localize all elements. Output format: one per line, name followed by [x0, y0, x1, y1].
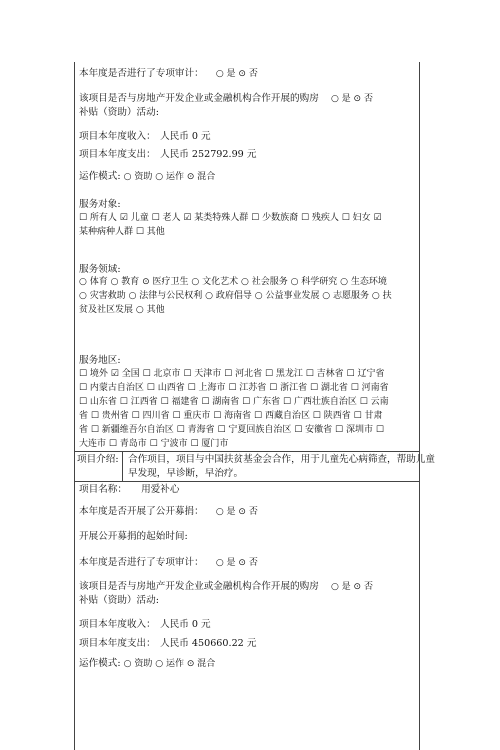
- income-row-2: [79, 618, 211, 631]
- table-left-border: [74, 62, 75, 750]
- audit-row-2: [79, 556, 258, 570]
- region-checkbox-line-6[interactable]: 大连市 ☐ 青岛市 ☐ 宁波市 ☐ 厦门市: [79, 439, 229, 449]
- intro-text-line-1: 合作项目，项目与中国扶贫基金会合作，用于儿童先心病筛查，帮助儿童: [128, 454, 435, 465]
- mode-label-2: 运作模式:: [79, 658, 121, 669]
- audit-radio-group-2[interactable]: ○ 是 ⊙ 否: [215, 558, 258, 568]
- audit-radio-group[interactable]: ○ 是 ⊙ 否: [215, 69, 258, 79]
- project-name-row: [79, 483, 179, 496]
- expense-value: 人民币 252792.99 元: [160, 149, 257, 160]
- fundraise-start-label: 开展公开募捐的起始时间:: [79, 531, 188, 542]
- field-radio-line-3[interactable]: 贫及社区发展 ○ 其他: [79, 305, 165, 315]
- mode-radio-group-2[interactable]: ○ 资助 ○ 运作 ⊙ 混合: [123, 659, 216, 669]
- region-label: 服务地区:: [79, 355, 121, 366]
- field-radio-line-2[interactable]: ○ 灾害救助 ○ 法律与公民权利 ○ 政府倡导 ○ 公益事业发展 ○ 志愿服务 ○ 扶: [79, 291, 392, 301]
- realestate-radio-group-2[interactable]: ○ 是 ⊙ 否: [330, 582, 373, 592]
- mode-row: [79, 170, 215, 184]
- region-checkbox-line-2[interactable]: ☐ 内蒙古自治区 ☐ 山西省 ☐ 上海市 ☐ 江苏省 ☐ 浙江省 ☐ 湖北省 ☐ 河南省: [79, 383, 389, 393]
- project-name-label: 项目名称：: [79, 484, 127, 495]
- region-checkbox-line-1[interactable]: ☐ 境外 ☑ 全国 ☐ 北京市 ☐ 天津市 ☐ 河北省 ☐ 黑龙江 ☐ 吉林省 ☐ 辽宁省: [79, 369, 385, 379]
- audit-question-2: 本年度是否进行了专项审计：: [79, 557, 204, 568]
- mode-label: 运作模式:: [79, 171, 121, 182]
- field-radio-line-1[interactable]: ○ 体育 ○ 教育 ⊙ 医疗卫生 ○ 文化艺术 ○ 社会服务 ○ 科学研究 ○ 生态环境: [79, 277, 387, 287]
- fundraise-question: 本年度是否开展了公开募捐：: [79, 506, 204, 517]
- table-right-border: [419, 62, 420, 750]
- intro-text-line-2: 早发现，早诊断，早治疗。: [128, 468, 244, 479]
- target-checkbox-line-2[interactable]: 某种病种人群 ☐ 其他: [79, 227, 165, 237]
- fundraise-radio-group[interactable]: ○ 是 ⊙ 否: [215, 507, 258, 517]
- row-divider-intro-bottom: [74, 481, 419, 482]
- income-label-2: 项目本年度收入：: [79, 619, 156, 630]
- realestate-radio-group[interactable]: ○ 是 ⊙ 否: [330, 94, 373, 104]
- expense-row: [79, 148, 256, 161]
- target-checkbox-line-1[interactable]: ☐ 所有人 ☑ 儿童 ☐ 老人 ☑ 某类特殊人群 ☐ 少数族裔 ☐ 残疾人 ☐ 妇女 ☑: [79, 213, 382, 223]
- income-row: [79, 130, 211, 143]
- target-label: 服务对象:: [79, 199, 121, 210]
- intro-label: 项目介绍:: [77, 454, 119, 465]
- intro-label-divider: [122, 451, 123, 481]
- fundraise-row: [79, 505, 258, 519]
- realestate-row-2: [79, 580, 373, 594]
- realestate-row: [79, 92, 373, 106]
- realestate-question: 该项目是否与房地产开发企业或金融机构合作开展的购房: [79, 93, 319, 104]
- project-name-value: 用爱补心: [141, 484, 180, 495]
- region-checkbox-line-3[interactable]: ☐ 山东省 ☐ 江西省 ☐ 福建省 ☐ 湖南省 ☐ 广东省 ☐ 广西壮族自治区 ☐ 云南: [79, 397, 389, 407]
- expense-value-2: 人民币 450660.22 元: [160, 638, 257, 649]
- field-label: 服务领域:: [79, 264, 121, 275]
- mode-row-2: [79, 657, 215, 671]
- expense-label: 项目本年度支出：: [79, 149, 156, 160]
- audit-row: [79, 67, 258, 81]
- audit-question: 本年度是否进行了专项审计：: [79, 68, 204, 79]
- region-checkbox-line-4[interactable]: 省 ☐ 贵州省 ☐ 四川省 ☐ 重庆市 ☐ 海南省 ☐ 西藏自治区 ☐ 陕西省 ☐ 甘肃: [79, 411, 383, 421]
- region-checkbox-line-5[interactable]: 省 ☐ 新疆维吾尔自治区 ☐ 青海省 ☐ 宁夏回族自治区 ☐ 安徽省 ☐ 深圳市 ☐: [79, 425, 384, 435]
- mode-radio-group[interactable]: ○ 资助 ○ 运作 ⊙ 混合: [123, 172, 216, 182]
- income-label: 项目本年度收入：: [79, 131, 156, 142]
- realestate-question-2: 该项目是否与房地产开发企业或金融机构合作开展的购房: [79, 581, 319, 592]
- realestate-row-2-cont: 补贴（资助）活动:: [79, 595, 159, 606]
- expense-label-2: 项目本年度支出：: [79, 638, 156, 649]
- realestate-row-cont: 补贴（资助）活动:: [79, 107, 159, 118]
- expense-row-2: [79, 637, 256, 650]
- income-value-2: 人民币 0 元: [160, 619, 211, 630]
- income-value: 人民币 0 元: [160, 131, 211, 142]
- row-divider-intro-top: [74, 451, 419, 452]
